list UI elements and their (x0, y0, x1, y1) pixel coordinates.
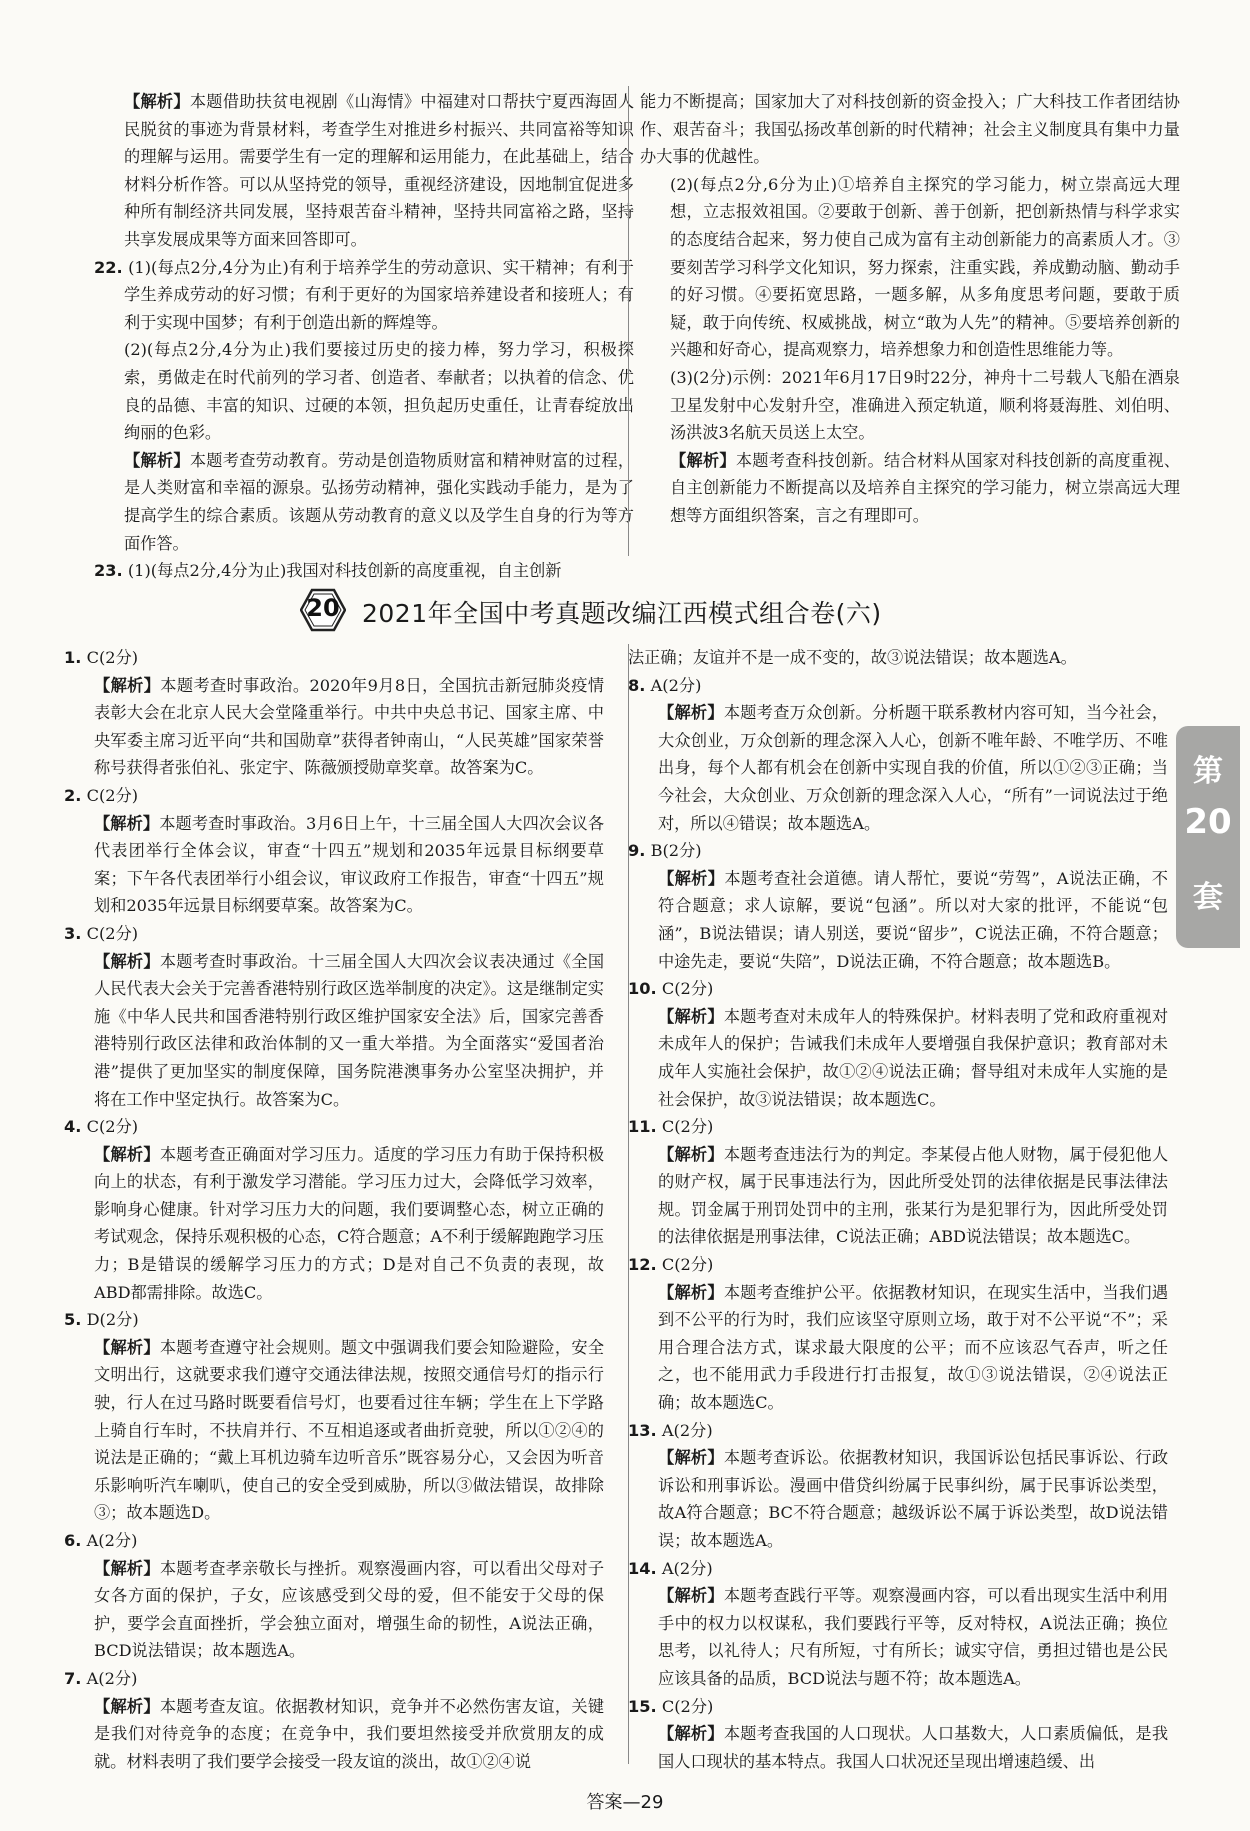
paragraph-text: (2)(每点2分,6分为止)①培养自主探究的学习能力，树立崇高远大理想，立志报效祖国。②要敢于创新、善于创新，把创新热情与科学求实的态度结合起来，努力使自己成为富有主动创新能力的高素质人才。③要刻苦学习科学文化知识，努力探索，注重实践，养成勤动脑、勤动手的好习惯。④要拓宽思路，一题多解，从多角度思考问题，要敢于质疑，敢于向传统、权威挑战，树立“敢为人先”的精神。⑤要培养创新的兴趣和好奇心，提高观察力，培养想象力和创造性思维能力等。 (670, 174, 1180, 360)
analysis-tag: 【解析】 (658, 1724, 724, 1744)
item-number: 11. (628, 1117, 657, 1137)
paragraph-text: C(2分) (661, 1117, 714, 1137)
item-number: 15. (628, 1696, 657, 1716)
column-divider-bottom (628, 644, 629, 1764)
analysis-paragraph (628, 865, 1168, 975)
analysis-tag: 【解析】 (670, 450, 736, 470)
analysis-tag: 【解析】 (658, 1448, 724, 1468)
analysis-paragraph (628, 699, 1168, 837)
analysis-paragraph (628, 1141, 1168, 1251)
analysis-paragraph (64, 1693, 604, 1776)
analysis-paragraph (640, 447, 1180, 530)
side-tab-bottom: 套 (1193, 880, 1223, 915)
analysis-paragraph (628, 1003, 1168, 1113)
analysis-tag: 【解析】 (658, 1282, 724, 1302)
paragraph-text: 本题考查万众创新。分析题干联系教材内容可知，当今社会，大众创业，万众创新的理念深入人心，创新不唯年龄、不唯学历、不唯出身，每个人都有机会在创新中实现自我的价值，所以①②③正确；当今社会，大众创业、万众创新的理念深入人心，“所有”一词说法过于绝对，所以④错误；故本题选A。 (658, 703, 1169, 833)
analysis-paragraph (64, 810, 604, 920)
item-number: 22. (94, 257, 123, 277)
paragraph-text: 本题考查时事政治。十三届全国人大四次会议表决通过《全国人民代表大会关于完善香港特别行政区选举制度的决定》。这是继制定实施《中华人民共和国香港特别行政区维护国家安全法》后，国家完善香港特别行政区法律和政治体制的又一重大举措。为全面落实“爱国者治港”提供了更加坚实的制度保障，国务院港澳事务办公室坚决拥护，并将在工作中坚定执行。故答案为C。 (94, 951, 605, 1109)
paragraph-text: C(2分) (661, 1696, 714, 1716)
paragraph-text: 本题考查违法行为的判定。李某侵占他人财物，属于侵犯他人的财产权，属于民事违法行为，因此所受处罚的法律依据是民事法律法规。罚金属于刑罚处罚中的主刑，张某行为是犯罪行为，因此所受处罚的法律依据是刑事法律，C说法正确；ABD说法错误；故本题选C。 (658, 1144, 1169, 1247)
analysis-tag: 【解析】 (658, 703, 724, 723)
answer-item (628, 975, 1168, 1003)
analysis-paragraph (628, 1720, 1168, 1775)
paragraph-text: 法正确；友谊并不是一成不变的，故③说法错误；故本题选A。 (628, 648, 1077, 667)
analysis-tag: 【解析】 (94, 951, 160, 971)
paragraph-text: B(2分) (650, 841, 702, 861)
paragraph-text: C(2分) (86, 785, 139, 805)
top-right-column (640, 88, 1180, 530)
item-number: 8. (628, 675, 646, 695)
side-tab-number: 20 (1184, 802, 1232, 842)
item-number: 14. (628, 1558, 657, 1578)
paragraph-text: 本题考查正确面对学习压力。适度的学习压力有助于保持积极向上的状态，有利于激发学习潜能。学习压力过大，会降低学习效率，影响身心健康。针对学习压力大的问题，我们要调整心态，树立正确的考试观念，保持乐观积极的心态，C符合题意；A不利于缓解跑跑学习压力；B是错误的缓解学习压力的方式；D是对自己不负责的表现，故ABD都需排除。故选C。 (94, 1144, 605, 1302)
answer-item (64, 1665, 604, 1693)
paragraph-text: 本题考查劳动教育。劳动是创造物质财富和精神财富的过程，是人类财富和幸福的源泉。弘扬劳动精神，强化实践动手能力，是为了提高学生的综合素质。该题从劳动教育的意义以及学生自身的行为等方面作答。 (124, 450, 635, 553)
paragraph-text: A(2分) (86, 1668, 138, 1688)
item-number: 4. (64, 1117, 82, 1137)
paragraph-text: C(2分) (86, 923, 139, 943)
top-left-column (94, 88, 634, 585)
answer-item (628, 1417, 1168, 1445)
paragraph-text: A(2分) (661, 1420, 713, 1440)
paragraph-text: (3)(2分)示例：2021年6月17日9时22分，神舟十二号载人飞船在酒泉卫星发射中心发射升空，准确进入预定轨道，顺利将聂海胜、刘伯明、汤洪波3名航天员送上太空。 (670, 367, 1180, 443)
analysis-tag: 【解析】 (94, 1144, 160, 1164)
paragraph-text: 本题考查维护公平。依据教材知识，在现实生活中，当我们遇到不公平的行为时，我们应该坚守原则立场，敢于对不公平说“不”；采用合理合法方式，谋求最大限度的公平；而不应该忍气吞声，听之任之，也不能用武力手段进行打击报复，故①③说法错误，②④说法正确；故本题选C。 (658, 1282, 1169, 1413)
item-number: 13. (628, 1420, 657, 1440)
paragraph-text: 本题考查践行平等。观察漫画内容，可以看出现实生活中利用手中的权力以权谋私，我们要践行平等，反对特权，A说法正确；换位思考，以礼待人；尺有所短，寸有所长；诚实守信，勇担过错也是公民应该具备的品质，BCD说法与题不符；故本题选A。 (658, 1586, 1169, 1688)
paragraph-text: (2)(每点2分,4分为止)我们要接过历史的接力棒，努力学习，积极探索，勇做走在时代前列的学习者、创造者、奉献者；以执着的信念、优良的品德、丰富的知识、过硬的本领，担负起历史重任，让青春绽放出绚丽的色彩。 (124, 340, 634, 443)
set-side-tab (1176, 726, 1240, 948)
paragraph-text: A(2分) (650, 675, 702, 695)
analysis-tag: 【解析】 (94, 1558, 160, 1578)
paragraph-text: 本题考查社会道德。请人帮忙，要说“劳驾”，A说法正确，不符合题意；求人谅解，要说“包涵”。所以对大家的批评，不能说“包涵”，B说法错误；请人别送，要说“留步”，C说法正确，不符合题意；中途先走，要说“失陪”，D说法正确，不符合题意；故本题选B。 (658, 868, 1168, 971)
item-number: 9. (628, 841, 646, 861)
answer-item (628, 837, 1168, 865)
answer-item (64, 920, 604, 948)
analysis-paragraph (64, 672, 604, 782)
answer-item (64, 1306, 604, 1334)
analysis-tag: 【解析】 (658, 868, 725, 888)
item-number: 6. (64, 1531, 82, 1550)
answer-item (628, 1693, 1168, 1721)
continuation-paragraph (628, 644, 1168, 672)
item-number: 5. (64, 1310, 82, 1330)
paragraph-text: 本题借助扶贫电视剧《山海情》中福建对口帮扶宁夏西海固人民脱贫的事迹为背景材料，考查学生对推进乡村振兴、共同富裕等知识的理解与运用。需要学生有一定的理解和运用能力，在此基础上，结合材料分析作答。可以从坚持党的领导，重视经济建设，因地制宜促进多种所有制经济共同发展，坚持艰苦奋斗精神，坚持共同富裕之路，坚持共享发展成果等方面来回答即可。 (124, 92, 635, 249)
answer-paragraph (640, 364, 1180, 447)
analysis-paragraph (64, 1334, 604, 1527)
item-number: 2. (64, 785, 82, 805)
answer-item (64, 1527, 604, 1555)
analysis-tag: 【解析】 (658, 1586, 724, 1606)
paragraph-text: C(2分) (86, 1117, 139, 1137)
bottom-left-column (64, 644, 604, 1775)
answer-paragraph (640, 171, 1180, 364)
page-footer: 答案—29 (586, 1792, 664, 1813)
analysis-tag: 【解析】 (94, 675, 161, 695)
analysis-tag: 【解析】 (658, 1006, 724, 1026)
answer-item (628, 672, 1168, 700)
analysis-paragraph (64, 948, 604, 1114)
analysis-paragraph (628, 1444, 1168, 1554)
analysis-paragraph (628, 1279, 1168, 1417)
paragraph-text: 本题考查诉讼。依据教材知识，我国诉讼包括民事诉讼、行政诉讼和刑事诉讼。漫画中借贷纠纷属于民事纠纷，属于民事诉讼类型，故A符合题意；BC不符合题意；越级诉讼不属于诉讼类型，故D说法错误；故本题选A。 (658, 1448, 1169, 1550)
analysis-paragraph (64, 1141, 604, 1307)
answer-item (64, 782, 604, 810)
analysis-tag: 【解析】 (94, 1696, 160, 1716)
answer-item (628, 1251, 1168, 1279)
paragraph-text: 本题考查遵守社会规则。题文中强调我们要会知险避险，安全文明出行，这就要求我们遵守交通法律法规，按照交通信号灯的指示行驶，行人在过马路时既要看信号灯，也要看过往车辆；学生在上下学路上骑自行车时，不扶肩并行、不互相追逐或者曲折竞驶，所以①②④的说法是正确的；“戴上耳机边骑车边听音乐”既容易分心，又会因为听音乐影响听汽车喇叭，使自己的安全受到威胁，所以③做法错误，故排除③；故本题选D。 (94, 1337, 605, 1523)
paragraph-text: D(2分) (86, 1310, 139, 1330)
paragraph-text: (1)(每点2分,4分为止)我国对科技创新的高度重视，自主创新 (127, 561, 562, 581)
paragraph-text: 能力不断提高；国家加大了对科技创新的资金投入；广大科技工作者团结协作、艰苦奋斗；我国弘扬改革创新的时代精神；社会主义制度具有集中力量办大事的优越性。 (640, 92, 1180, 167)
answer-item (628, 1113, 1168, 1141)
item-number: 10. (628, 979, 657, 999)
paragraph-text: C(2分) (661, 979, 714, 999)
analysis-tag: 【解析】 (94, 1337, 160, 1357)
column-divider-top (628, 86, 629, 556)
paragraph-text: 本题考查孝亲敬长与挫折。观察漫画内容，可以看出父母对子女各方面的保护，子女，应该感受到父母的爱，但不能安于父母的保护，要学会直面挫折，学会独立面对，增强生命的韧性，A说法正确，BCD说法错误；故本题选A。 (94, 1558, 605, 1661)
paragraph-text: 本题考查对未成年人的特殊保护。材料表明了党和政府重视对未成年人的保护；告诫我们未成年人要增强自我保护意识；教育部对未成年人实施社会保护，故①②④说法正确；督导组对未成年人实施的是社会保护，故③说法错误；故本题选C。 (658, 1006, 1169, 1109)
paragraph-text: 本题考查科技创新。结合材料从国家对科技创新的高度重视、自主创新能力不断提高以及培养自主探究的学习能力，树立崇高远大理想等方面组织答案，言之有理即可。 (670, 450, 1181, 525)
analysis-tag: 【解析】 (124, 92, 190, 111)
analysis-tag: 【解析】 (94, 813, 160, 833)
item-number: 3. (64, 923, 82, 943)
paragraph-text: A(2分) (661, 1558, 713, 1578)
bottom-right-column (628, 644, 1168, 1775)
paragraph-text: A(2分) (86, 1531, 138, 1550)
analysis-paragraph (94, 447, 634, 557)
item-number: 1. (64, 648, 82, 667)
item-number: 12. (628, 1255, 657, 1275)
paragraph-text: 本题考查时事政治。3月6日上午，十三届全国人大四次会议各代表团举行全体会议，审查“十四五”规划和2035年远景目标纲要草案；下午各代表团举行小组会议，审议政府工作报告，审查“十四五”规划和2035年远景目标纲要草案。故答案为C。 (94, 813, 605, 916)
answer-item (94, 557, 634, 585)
side-tab-top: 第 (1193, 754, 1223, 789)
answer-item (64, 1113, 604, 1141)
set-title-banner (300, 588, 950, 634)
paragraph-text: C(2分) (86, 648, 139, 667)
paragraph-text: C(2分) (661, 1255, 714, 1275)
continuation-paragraph (640, 88, 1180, 171)
answer-item (628, 1555, 1168, 1583)
answer-paragraph (94, 336, 634, 446)
set-number: 20 (306, 594, 340, 622)
paragraph-text: (1)(每点2分,4分为止)有利于培养学生的劳动意识、实干精神；有利于学生养成劳动的好习惯；有利于更好的为国家培养建设者和接班人；有利于实现中国梦；有利于创造出新的辉煌等。 (124, 257, 634, 332)
analysis-paragraph (628, 1582, 1168, 1692)
set-number-badge (300, 588, 346, 632)
item-number: 7. (64, 1668, 82, 1688)
answer-item (64, 644, 604, 672)
analysis-paragraph (94, 88, 634, 254)
answer-item (94, 254, 634, 337)
paragraph-text: 本题考查时事政治。2020年9月8日，全国抗击新冠肺炎疫情表彰大会在北京人民大会堂隆重举行。中共中央总书记、国家主席、中央军委主席习近平向“共和国勋章”获得者钟南山，“人民英雄”国家荣誉称号获得者张伯礼、张定宇、陈薇颁授勋章奖章。故答案为C。 (94, 675, 605, 778)
set-title: 2021年全国中考真题改编江西模式组合卷(六) (362, 599, 882, 628)
paragraph-text: 本题考查我国的人口现状。人口基数大，人口素质偏低，是我国人口现状的基本特点。我国人口状况还呈现出增速趋缓、出 (658, 1724, 1169, 1771)
item-number: 23. (94, 561, 123, 581)
analysis-tag: 【解析】 (658, 1144, 724, 1164)
analysis-paragraph (64, 1555, 604, 1665)
paragraph-text: 本题考查友谊。依据教材知识，竞争并不必然伤害友谊，关键是我们对待竞争的态度；在竞争中，我们要坦然接受并欣赏朋友的成就。材料表明了我们要学会接受一段友谊的淡出，故①②④说 (94, 1696, 605, 1771)
analysis-tag: 【解析】 (124, 450, 190, 470)
